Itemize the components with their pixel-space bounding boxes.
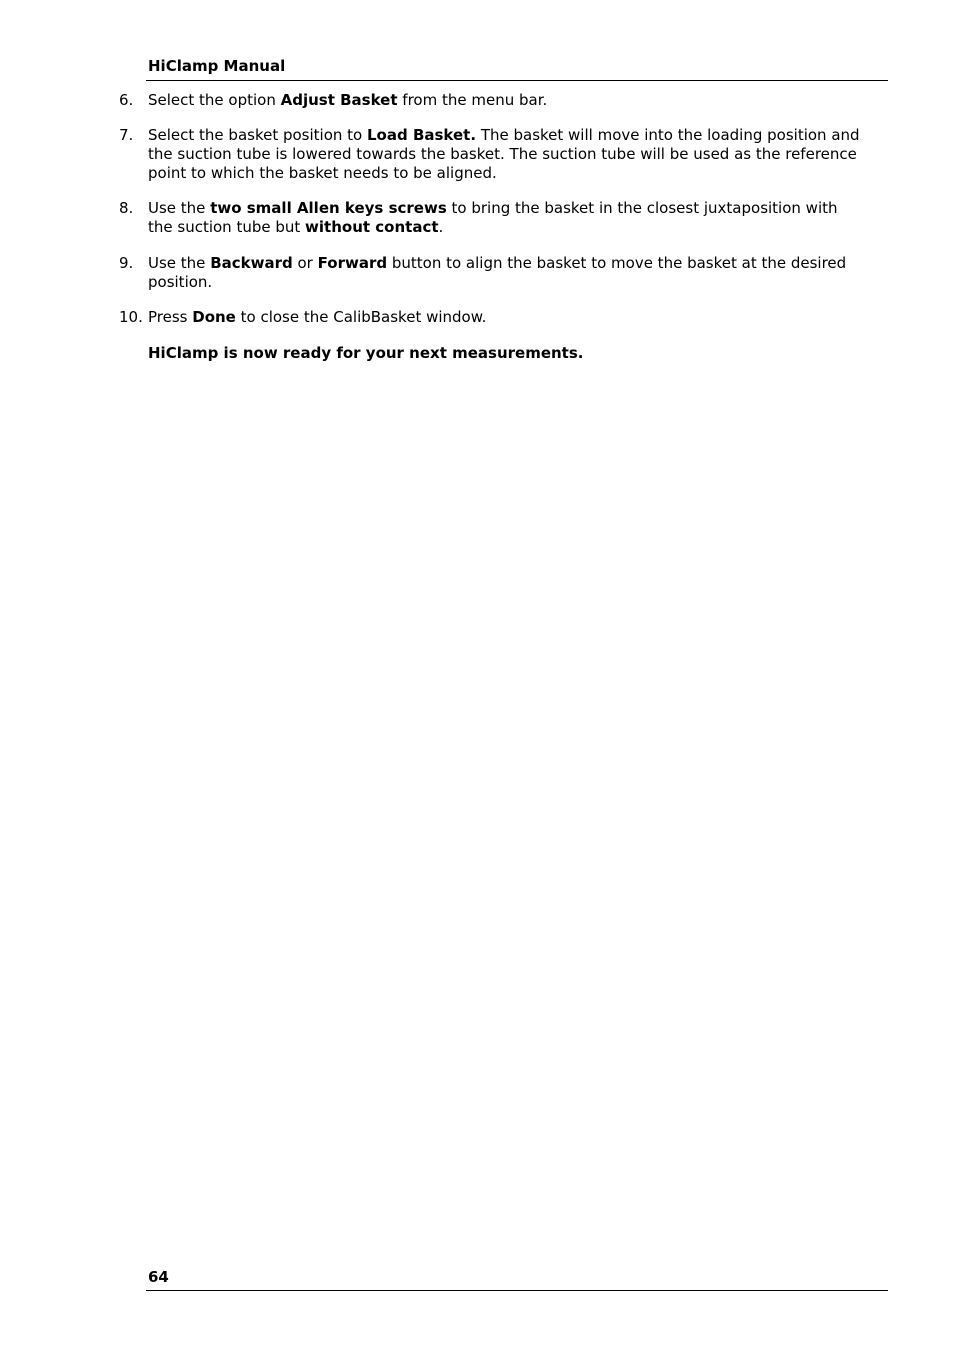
step-text-line xyxy=(148,254,864,273)
step-number: 10. xyxy=(119,308,143,326)
emphasized-term: Adjust Basket xyxy=(280,91,398,109)
step-number: 7. xyxy=(119,126,134,144)
step-number: 6. xyxy=(119,91,134,109)
text-run: The basket will move into the loading position and xyxy=(476,126,860,144)
page-footer xyxy=(146,1266,888,1291)
emphasized-term: two small Allen keys screws xyxy=(210,199,447,217)
step-text xyxy=(148,254,864,292)
text-run: to bring the basket in the closest juxtaposition with xyxy=(446,199,838,217)
step-text-line xyxy=(148,199,864,218)
text-run: to close the CalibBasket window. xyxy=(235,308,487,326)
text-run: from the menu bar. xyxy=(397,91,548,109)
text-run: button to align the basket to move the basket at the desired xyxy=(387,254,847,272)
text-run: Select the option xyxy=(148,91,281,109)
closing-statement: HiClamp is now ready for your next measurements. xyxy=(148,344,584,362)
step-text xyxy=(148,126,864,183)
step-text-line xyxy=(148,145,864,164)
text-run: the suction tube is lowered towards the basket. The suction tube will be used as the reference xyxy=(148,145,857,163)
step-text-line xyxy=(148,218,864,237)
step-text-line xyxy=(148,308,864,327)
step-text-line xyxy=(148,91,864,110)
text-run: or xyxy=(292,254,318,272)
step-text-line xyxy=(148,126,864,145)
step-text-line xyxy=(148,273,864,292)
step-text-line xyxy=(148,164,864,183)
emphasized-term: without contact xyxy=(305,218,439,236)
step-text xyxy=(148,308,864,327)
text-run: point to which the basket needs to be aligned. xyxy=(148,164,497,182)
step-text xyxy=(148,199,864,237)
step-text xyxy=(148,91,864,110)
text-run: . xyxy=(438,218,444,236)
text-run: position. xyxy=(148,273,213,291)
page-header xyxy=(146,56,888,81)
text-run: Use the xyxy=(148,254,211,272)
emphasized-term: Backward xyxy=(210,254,293,272)
step-number: 8. xyxy=(119,199,134,217)
text-run: Select the basket position to xyxy=(148,126,367,144)
page-number: 64 xyxy=(148,1268,169,1286)
text-run: the suction tube but xyxy=(148,218,306,236)
document-title: HiClamp Manual xyxy=(148,57,286,75)
emphasized-term: Load Basket. xyxy=(367,126,477,144)
text-run: Press xyxy=(148,308,193,326)
emphasized-term: Forward xyxy=(317,254,388,272)
emphasized-term: Done xyxy=(192,308,236,326)
text-run: Use the xyxy=(148,199,211,217)
step-number: 9. xyxy=(119,254,134,272)
